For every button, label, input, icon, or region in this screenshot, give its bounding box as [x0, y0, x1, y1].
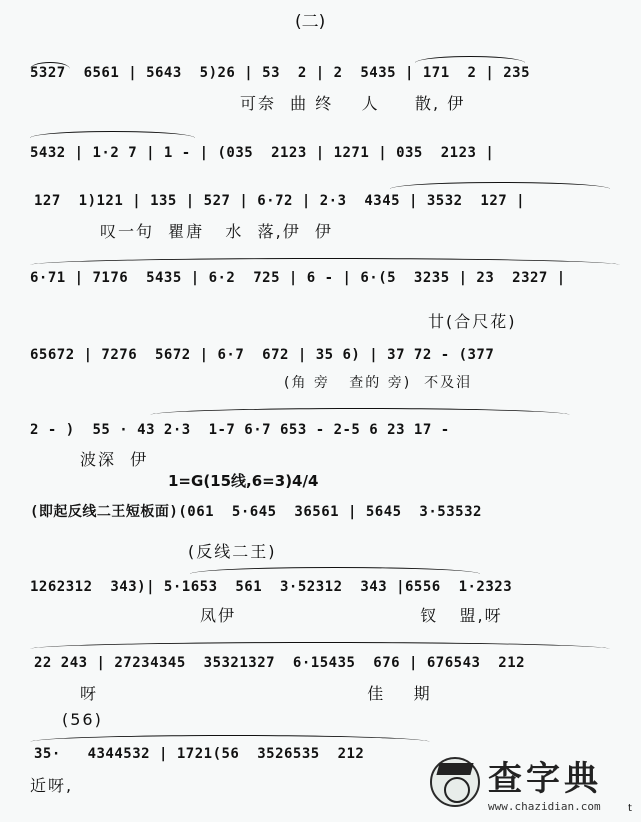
slur	[150, 408, 570, 415]
section-label-fanxian: (反线二王)	[188, 542, 277, 561]
slur	[390, 182, 610, 189]
notation-line-5: 65672 | 7276 5672 | 6·7 672 | 35 6) | 37 72 - (377	[30, 347, 495, 363]
notation-line-6: 2 - ) 55 · 43 2·3 1-7 6·7 653 - 2-5 6 23 17 -	[30, 422, 450, 438]
slur	[30, 735, 430, 742]
lyrics-line-11: 呀 佳 期	[80, 684, 432, 703]
notation-line-13: 35· 4344532 | 1721(56 3526535 212	[34, 746, 365, 762]
scholar-icon	[430, 757, 480, 807]
slur	[415, 56, 525, 63]
notation-line-11: 22 243 | 27234345 35321327 6·15435 676 | 676543 212	[34, 655, 526, 671]
slur	[30, 258, 620, 265]
lyrics-line-10: 凤伊 钗 盟,呀	[200, 606, 503, 625]
slur	[30, 642, 610, 649]
watermark-logo	[430, 748, 625, 816]
notation-line-8: (即起反线二王短板面)(061 5·645 36561 | 5645 3·53532	[30, 504, 482, 520]
notation-line-4: 6·71 | 7176 5435 | 6·2 725 | 6 - | 6·(5 3235 | 23 2327 |	[30, 270, 566, 286]
watermark-name: 查字典	[488, 759, 602, 799]
grace-notes-label: (56)	[62, 710, 103, 729]
lyrics-line-13: 近呀,	[30, 776, 74, 795]
key-signature: 1=G(15线,6=3)4/4	[168, 472, 319, 490]
watermark-url: www.chazidian.com	[488, 800, 601, 813]
lyrics-line-3: 叹一句 瞿唐 水 落,伊 伊	[100, 222, 333, 241]
notation-line-10: 1262312 343)| 5·1653 561 3·52312 343 |6556 1·2323	[30, 579, 513, 595]
slur	[30, 131, 195, 138]
notation-line-1: 5327 6561 | 5643 5)26 | 53 2 | 2 5435 | 171 2 | 235	[30, 65, 531, 81]
lyrics-line-6: 波深 伊	[80, 450, 149, 469]
corner-mark: t	[628, 803, 632, 814]
notation-line-3: 127 1)121 | 135 | 527 | 6·72 | 2·3 4345 | 3532 127 |	[34, 193, 526, 209]
slur	[190, 567, 480, 574]
notation-line-2: 5432 | 1·2 7 | 1 - | (035 2123 | 1271 | 035 2123 |	[30, 145, 495, 161]
lyrics-line-4: 廿(合尺花)	[428, 312, 517, 331]
section-title: (二)	[295, 12, 326, 32]
lyrics-line-1: 可奈 曲 终 人 散, 伊	[240, 94, 466, 113]
lyrics-line-5: (角 旁 查的 旁) 不及泪	[284, 375, 473, 391]
